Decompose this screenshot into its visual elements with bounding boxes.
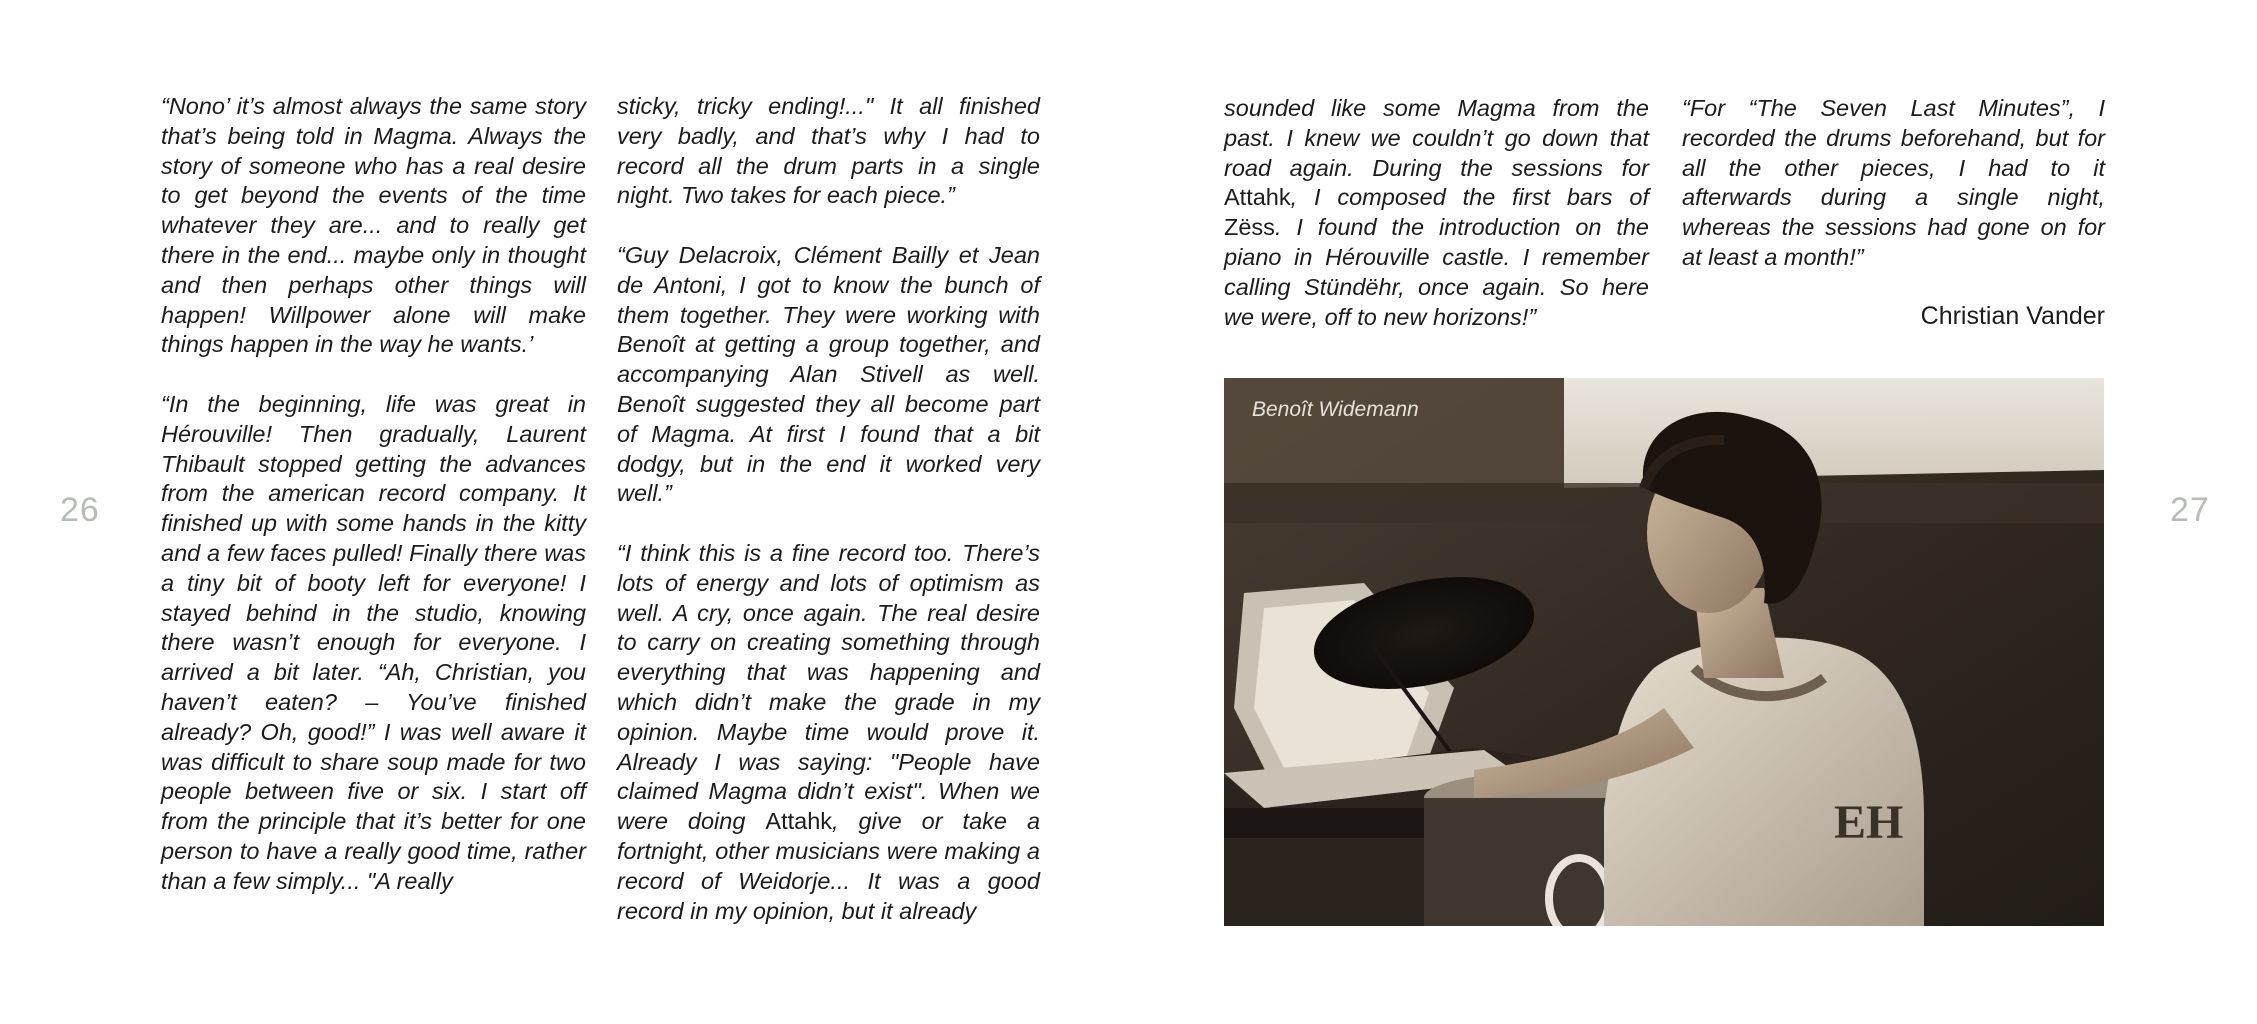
text-column-1 [161,92,586,897]
shirt-print: EH [1834,796,1904,849]
paragraph: “Guy Delacroix, Clément Bailly et Jean de Antoni, I got to know the bunch of them together. They were working with Benoît at getting a group together, and accompanying Alan Stivell as well. Benoît suggested they all become part of Magma. At first I found that a bit dodgy, but in the end it worked very well.” [617,241,1040,507]
paragraph: “In the beginning, life was great in Hérouville! Then gradually, Laurent Thibault stopped getting the advances from the american record company. It finished up with some hands in the kitty and a few faces pulled! Finally there was a tiny bit of booty left for everyone! I stayed behind in the studio, knowing there wasn’t enough for everyone. I arrived a bit later. “Ah, Christian, you haven’t eaten? – You’ve finished already? Oh, good!” I was well aware it was difficult to share soup made for two people between five or six. I start off from the principle that it’s better for one person to have a really good time, rather than a few simply... "A really [161,390,586,894]
page-number-right: 27 [2170,491,2210,529]
photo-illustration [1224,378,2104,926]
paragraph-text: “I think this is a fine record too. There’s lots of energy and lots of optimism as well. A cry, once again. The real desire to carry on creating something through everything that was happening and which didn’t make the grade in my opinion. Maybe time would prove it. Already I was saying: "People have claimed Magma didn’t exist". When we were doing [617,539,1040,835]
paragraph [1224,94,1649,332]
album-title: Zëss [1224,214,1275,241]
quote-signature: Christian Vander [1920,302,2105,330]
paragraph: sticky, tricky ending!..." It all finished very badly, and that’s why I had to record all the drum parts in a single night. Two takes for each piece.” [617,93,1040,209]
paragraph-text: , I composed the first bars of [1290,184,1649,211]
paragraph-text: . I found the introduction on the piano in Hérouville castle. I remember calling Stündëhr, once again. So here we were, off to new horizons!” [1224,214,1649,330]
page-number-left: 26 [60,491,100,529]
album-title: Attahk [1224,184,1291,211]
text-column-4 [1682,94,2105,273]
text-column-3 [1224,94,1649,332]
paragraph-text: , give or take a fortnight, other musicians were making a record of Weidorje... It was a good record in my opinion, but it already [617,808,1041,924]
text-column-2 [617,92,1040,926]
paragraph-text: sounded like some Magma from the past. I knew we couldn’t go down that road again. During the sessions for [1224,95,1649,181]
photo-drummer [1224,378,2104,926]
paragraph: “Nono’ it’s almost always the same story that’s being told in Magma. Always the story of someone who has a real desire to get beyond the events of the time whatever they are... and to really get there in the end... maybe only in thought and then perhaps other things will happen! Willpower alone will make things happen in the way he wants.’ [161,93,586,358]
paragraph: “For “The Seven Last Minutes”, I recorded the drums beforehand, but for all the other pieces, I had to it afterwards during a single night, whereas the sessions had gone on for at least a month!” [1682,95,2105,270]
paragraph [617,539,1040,926]
photo-caption: Benoît Widemann [1252,398,1419,421]
album-title: Attahk [765,808,833,835]
